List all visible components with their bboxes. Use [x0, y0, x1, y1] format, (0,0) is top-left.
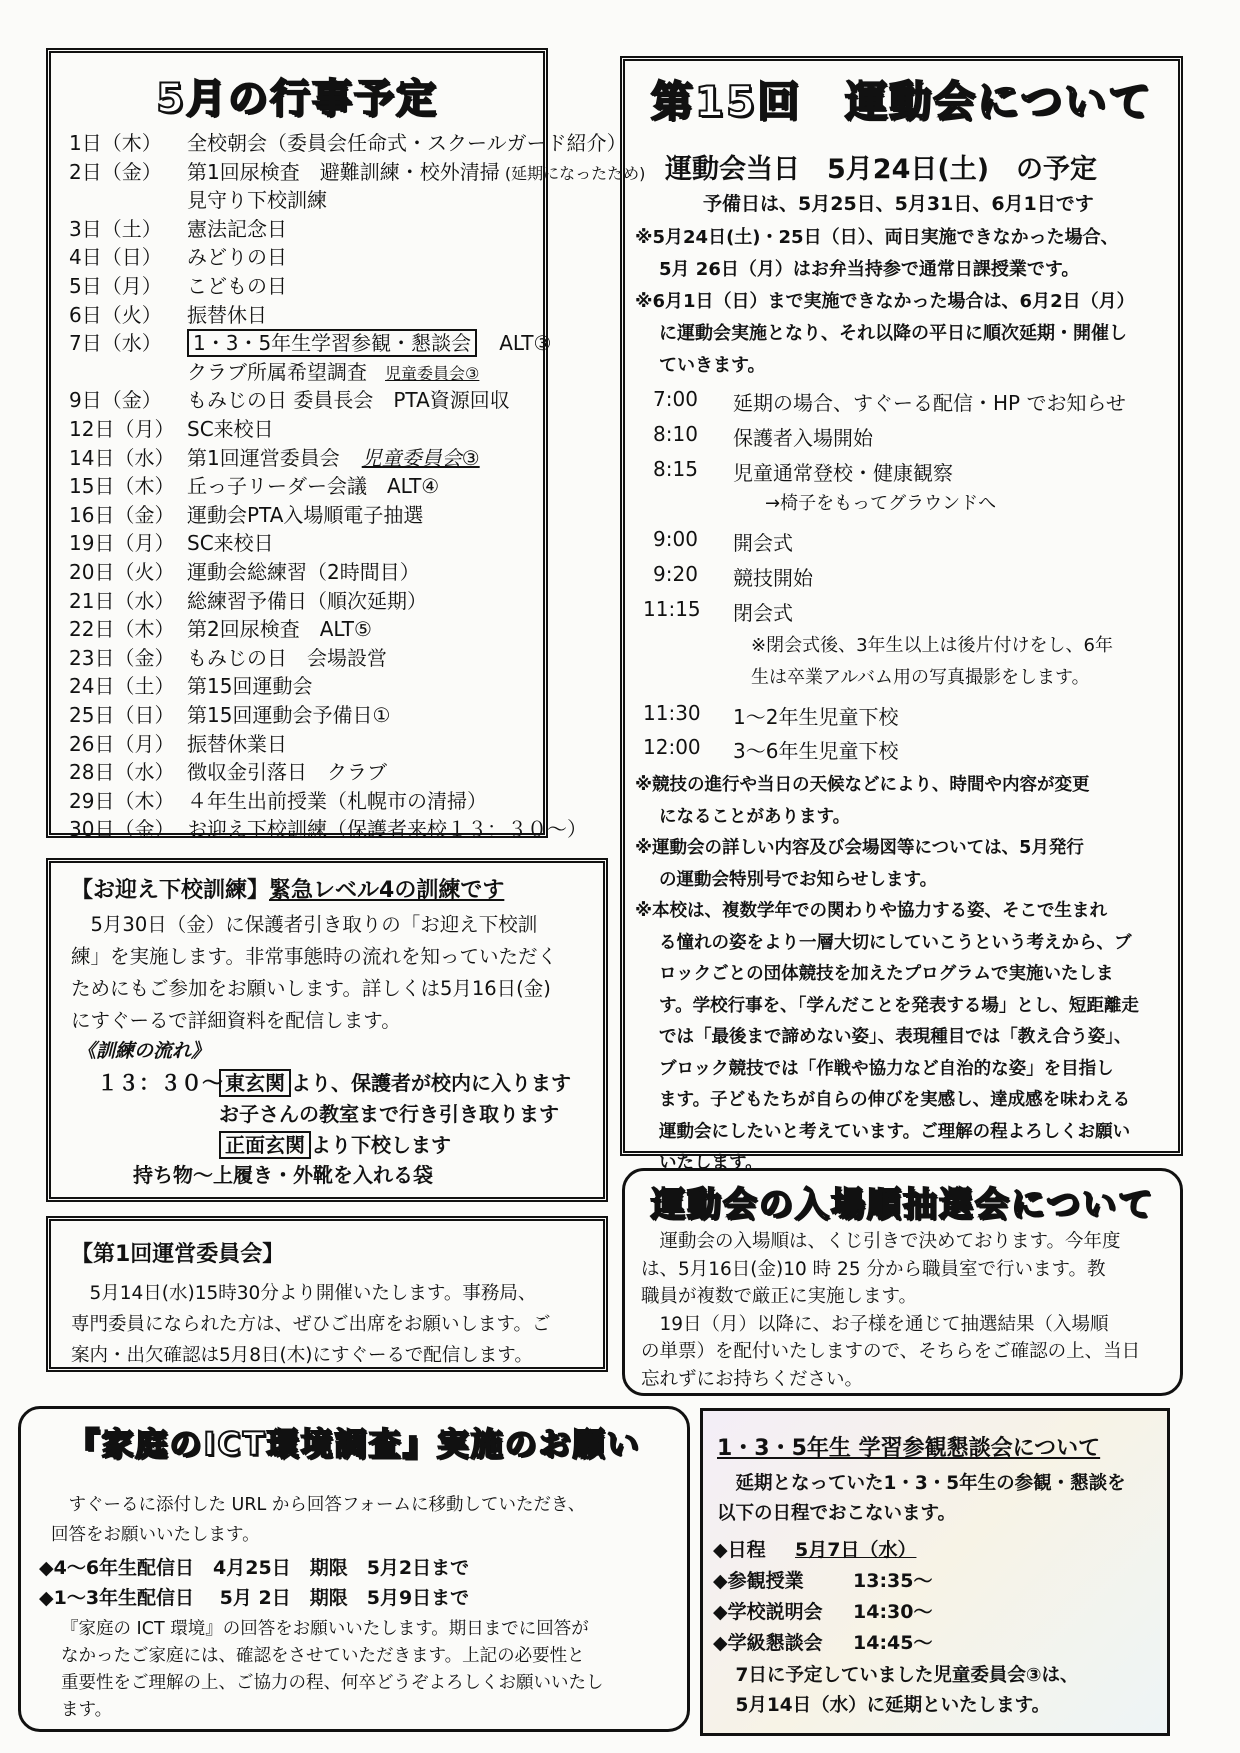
event-text: みどりの日: [187, 245, 287, 270]
event-note: (延期になったため): [499, 163, 646, 183]
event-row: [69, 360, 479, 386]
event-text: SC来校日: [187, 531, 274, 556]
ict-line: なかったご家庭には、確認をさせていただきます。上記の必要性と: [61, 1646, 585, 1666]
schedule-text: ※閉会式後、3年生以上は後片付けをし、6年: [751, 635, 1113, 656]
pickup-drill-box: [46, 858, 608, 1202]
schedule-time: 11:15: [643, 597, 701, 621]
pickup-drill-title: [71, 873, 504, 904]
schedule-label: ◆学校説明会: [713, 1601, 823, 1623]
schedule-value: 5月7日（水）: [795, 1539, 917, 1561]
remark-line: になることがあります。: [659, 806, 851, 827]
event-date: 5日（月）: [69, 274, 162, 298]
flow-time: １３：３０～: [97, 1071, 223, 1095]
committee-box: [46, 1216, 608, 1372]
reserve-days: 予備日は、5月25日、5月31日、6月1日です: [703, 193, 1094, 215]
flow-step-text: お子さんの教室まで行き引き取ります: [219, 1102, 559, 1126]
schedule-text: 1～2年生児童下校: [733, 705, 899, 729]
event-row: [69, 331, 551, 355]
schedule-time: 9:20: [653, 562, 698, 586]
ict-line: すぐーるに添付した URL から回答フォームに移動していただき、: [51, 1495, 586, 1515]
event-date: 19日（月）: [69, 531, 175, 556]
event-date: 16日（金）: [69, 502, 175, 527]
ict-survey-box: [18, 1406, 690, 1732]
flow-label: 《訓練の流れ》: [77, 1040, 211, 1062]
event-date: 1日（木）: [69, 131, 162, 155]
event-date: 20日（火）: [69, 560, 175, 584]
event-date: 29日（木）: [69, 788, 175, 813]
open-class-footer: 5月14日（水）に延期といたします。: [717, 1695, 1051, 1716]
schedule-value: 13:35～: [853, 1570, 933, 1592]
remark-line: の運動会特別号でお知らせします。: [659, 869, 938, 890]
schedule-text: 生は卒業アルバム用の写真撮影をします。: [751, 667, 1090, 688]
flow-step-text: より、保護者が校内に入ります: [291, 1071, 571, 1095]
event-row: [69, 274, 287, 298]
event-date: 15日（木）: [69, 474, 175, 499]
event-text: 第1回運営委員会: [187, 445, 340, 470]
event-text: 振替休日: [187, 302, 267, 327]
event-text: 徴収金引落日 クラブ: [187, 760, 387, 785]
event-row: [69, 732, 287, 756]
event-date: 23日（金）: [69, 645, 175, 670]
event-date: 2日（金）: [69, 159, 162, 184]
flow-step: [219, 1129, 451, 1158]
sports-note: に運動会実施となり、それ以降の平日に順次延期・開催し: [659, 323, 1127, 344]
sports-day-subtitle: 運動会当日 5月24日(土) の予定: [665, 154, 1098, 185]
open-class-box: [700, 1408, 1170, 1736]
event-row: [69, 503, 423, 527]
event-row: [69, 417, 274, 441]
sports-note: ※5月24日(土)・25日（日）、両日実施できなかった場合、: [635, 227, 1119, 248]
remark-line: ※本校は、複数学年での関わりや協力する姿、そこで生まれ: [635, 901, 1108, 921]
remark-line: では「最後まで諦めない姿」、表現種目では「教え合う姿」、: [659, 1027, 1132, 1047]
schedule-text: →椅子をもってグラウンドへ: [765, 493, 997, 514]
event-text: もみじの日 会場設営: [187, 645, 387, 670]
event-date: 9日（金）: [69, 388, 162, 413]
event-text: 第15回運動会予備日①: [187, 703, 391, 727]
event-row: [69, 674, 312, 698]
sports-note: ていきます。: [659, 355, 766, 376]
remark-line: いたします。: [659, 1153, 763, 1173]
pickup-body-line: 練」を実施します。非常事態時の流れを知っていただく: [71, 945, 557, 968]
schedule-text: 保護者入場開始: [733, 426, 873, 450]
event-date: 4日（日）: [69, 245, 162, 270]
schedule-text: 児童通常登校・健康観察: [733, 461, 953, 485]
pickup-drill-level: 緊急レベル4の訓練です: [269, 878, 505, 903]
event-text: 総練習予備日（順次延期）: [187, 588, 427, 613]
event-row: [69, 303, 267, 327]
event-date: 3日（土）: [69, 216, 162, 241]
event-row: [69, 217, 287, 241]
schedule-time: 11:30: [643, 701, 701, 725]
event-date: 25日（日）: [69, 703, 175, 727]
event-text: 振替休業日: [187, 731, 287, 756]
event-row: [69, 646, 387, 670]
open-class-schedule-row: [713, 1566, 932, 1593]
flow-step: [219, 1067, 571, 1096]
remark-line: ブロック競技では「作戦や協力など自治的な姿」を目指し: [659, 1058, 1114, 1079]
event-date: 26日（月）: [69, 731, 175, 756]
event-row: [69, 560, 420, 584]
pickup-body-line: にすぐーるで詳細資料を配信します。: [71, 1009, 401, 1032]
event-text: 第1回尿検査 避難訓練・校外清掃: [187, 159, 500, 184]
event-row: [69, 617, 372, 641]
event-row: [69, 131, 627, 155]
event-row: [69, 245, 287, 269]
event-extra: 児童委員会③: [385, 363, 480, 383]
remark-line: ロックごとの団体競技を加えたプログラムで実施いたしま: [659, 964, 1114, 984]
ict-line: 回答をお願いいたします。: [51, 1525, 260, 1545]
event-date: 24日（土）: [69, 674, 175, 699]
event-text: 運動会PTA入場順電子抽選: [187, 502, 424, 527]
schedule-time: 8:15: [653, 457, 698, 481]
open-class-schedule-row: [713, 1628, 932, 1655]
items-to-bring: 持ち物～上履き・外靴を入れる袋: [133, 1163, 433, 1187]
event-text: 見守り下校訓練: [187, 188, 327, 213]
remark-line: ます。子どもたちが自らの伸びを実感し、達成感を味わえる: [659, 1090, 1131, 1110]
ict-line: 重要性をご理解の上、ご協力の程、何卒どうぞよろしくお願いいたし: [61, 1673, 604, 1693]
remark-line: ※運動会の詳しい内容及び会場図等については、5月発行: [635, 838, 1084, 858]
event-text: 1・3・5年生学習参観・懇談会: [187, 329, 477, 357]
event-text: ４年生出前授業（札幌市の清掃）: [187, 788, 487, 813]
sports-note: 5月 26日（月）はお弁当持参で通常日課授業です。: [659, 259, 1080, 280]
event-text: もみじの日 委員長会 PTA資源回収: [187, 388, 510, 413]
schedule-value: 14:45～: [853, 1632, 933, 1654]
event-text: SC来校日: [187, 417, 274, 441]
event-text: 第2回尿検査 ALT⑤: [187, 617, 372, 642]
schedule-label: ◆日程: [713, 1539, 766, 1561]
schedule-label: ◆学級懇談会: [713, 1632, 823, 1654]
schedule-label: ◆参観授業: [713, 1570, 804, 1592]
lottery-title: 運動会の入場順抽選会について: [650, 1185, 1155, 1225]
open-class-line: 延期となっていた1・3・5年生の参観・懇談を: [717, 1473, 1126, 1494]
event-row: [69, 789, 487, 813]
event-row: [69, 703, 390, 727]
event-date: 7日（水）: [69, 331, 162, 356]
sports-note: ※6月1日（日）まで実施できなかった場合は、6月2日（月）: [635, 291, 1135, 312]
lottery-line: 職員が複数で厳正に実施します。: [641, 1286, 918, 1307]
open-class-schedule-row: [713, 1597, 932, 1624]
event-row: [69, 446, 480, 470]
committee-line: 案内・出欠確認は5月8日(木)にすぐーるで配信します。: [71, 1345, 533, 1366]
lottery-line: は、5月16日(金)10 時 25 分から職員室で行います。教: [641, 1258, 1106, 1280]
event-text: 憲法記念日: [187, 216, 287, 241]
open-class-title: 1・3・5年生 学習参観懇談会について: [717, 1436, 1101, 1461]
lottery-line: 19日（月）以降に、お子様を通じて抽選結果（入場順: [641, 1313, 1109, 1335]
ict-delivery: ◆1～3年生配信日 5月 2日 期限 5月9日まで: [39, 1587, 470, 1609]
event-text: 第15回運動会: [187, 674, 313, 699]
event-date: 12日（月）: [69, 417, 175, 441]
open-class-line: 以下の日程でおこないます。: [717, 1503, 957, 1524]
event-row: [69, 760, 387, 784]
event-date: 21日（水）: [69, 588, 175, 613]
schedule-text: 開会式: [733, 531, 793, 555]
remark-line: 運動会にしたいと考えています。ご理解の程よろしくお願い: [659, 1121, 1131, 1142]
event-date: 14日（水）: [69, 445, 175, 470]
committee-line: 専門委員になられた方は、ぜひご出席をお願いします。ご: [71, 1314, 551, 1335]
may-events-box: [46, 48, 646, 842]
event-extra: ALT③: [499, 331, 552, 356]
committee-line: 5月14日(水)15時30分より開催いたします。事務局、: [71, 1283, 537, 1304]
pickup-drill-heading: 【お迎え下校訓練】: [71, 878, 270, 903]
remark-line: ※競技の進行や当日の天候などにより、時間や内容が変更: [635, 775, 1090, 795]
schedule-text: 閉会式: [733, 601, 793, 625]
ict-line: 『家庭の ICT 環境』の回答をお願いいたします。期日までに回答が: [61, 1619, 589, 1639]
lottery-line: 運動会の入場順は、くじ引きで決めております。今年度: [641, 1231, 1121, 1252]
event-row: [69, 160, 645, 186]
event-text: お迎え下校訓練（保護者来校１３：３０～）: [187, 817, 587, 842]
schedule-time: 8:10: [653, 422, 698, 446]
event-row: [69, 474, 439, 498]
lottery-box: [622, 1168, 1183, 1396]
event-date: 28日（水）: [69, 760, 175, 785]
lottery-line: 忘れずにお持ちください。: [641, 1368, 864, 1390]
event-text: クラブ所属希望調査: [187, 359, 367, 384]
schedule-text: 3～6年生児童下校: [733, 739, 899, 763]
ict-survey-title: 『家庭のICT環境調査』実施のお願い: [67, 1425, 641, 1463]
event-row: [69, 188, 327, 212]
ict-delivery: ◆4～6年生配信日 4月25日 期限 5月2日まで: [39, 1557, 470, 1579]
flow-step-text: より下校します: [311, 1133, 451, 1157]
may-events-title: 5月の行事予定: [156, 76, 438, 122]
schedule-time: 12:00: [643, 735, 701, 759]
event-text: 全校朝会（委員会任命式・スクールガード紹介）: [187, 131, 627, 155]
schedule-time: 9:00: [653, 527, 698, 551]
event-extra: 児童委員会③: [361, 445, 480, 470]
event-row: [69, 589, 427, 613]
schedule-text: 延期の場合、すぐーる配信・HP でお知らせ: [733, 391, 1126, 415]
remark-line: す。学校行事を、「学んだことを発表する場」とし、短距離走: [659, 995, 1139, 1016]
sports-day-title: 第15回 運動会について: [650, 77, 1153, 126]
sports-day-box: [620, 56, 1183, 1173]
event-row: [69, 388, 510, 412]
schedule-text: 競技開始: [733, 566, 813, 590]
lottery-line: の単票）を配付いたしますので、そちらをご確認の上、当日: [641, 1341, 1141, 1362]
event-date: 22日（木）: [69, 617, 175, 642]
committee-title: 【第1回運営委員会】: [71, 1242, 285, 1267]
flow-step: [219, 1098, 559, 1127]
event-date: 6日（火）: [69, 302, 162, 327]
flow-step-door: 東玄関: [219, 1069, 291, 1097]
pickup-body-line: 5月30日（金）に保護者引き取りの「お迎え下校訓: [71, 913, 538, 936]
event-text: 丘っ子リーダー会議 ALT④: [187, 474, 440, 499]
event-row: [69, 531, 274, 555]
open-class-footer: 7日に予定していました児童委員会③は、: [717, 1665, 1079, 1686]
open-class-schedule-row: [713, 1535, 916, 1562]
event-row: [69, 817, 587, 841]
event-text: こどもの日: [187, 274, 287, 298]
schedule-time: 7:00: [653, 387, 698, 411]
schedule-value: 14:30～: [853, 1601, 933, 1623]
flow-step-door: 正面玄関: [219, 1131, 311, 1159]
event-date: 30日（金）: [69, 817, 175, 842]
pickup-body-line: ためにもご参加をお願いします。詳しくは5月16日(金): [71, 977, 551, 1000]
ict-line: ます。: [61, 1700, 113, 1720]
remark-line: る憧れの姿をより一層大切にしていこうという考えから、ブ: [659, 932, 1132, 953]
event-text: 運動会総練習（2時間目）: [187, 560, 420, 584]
